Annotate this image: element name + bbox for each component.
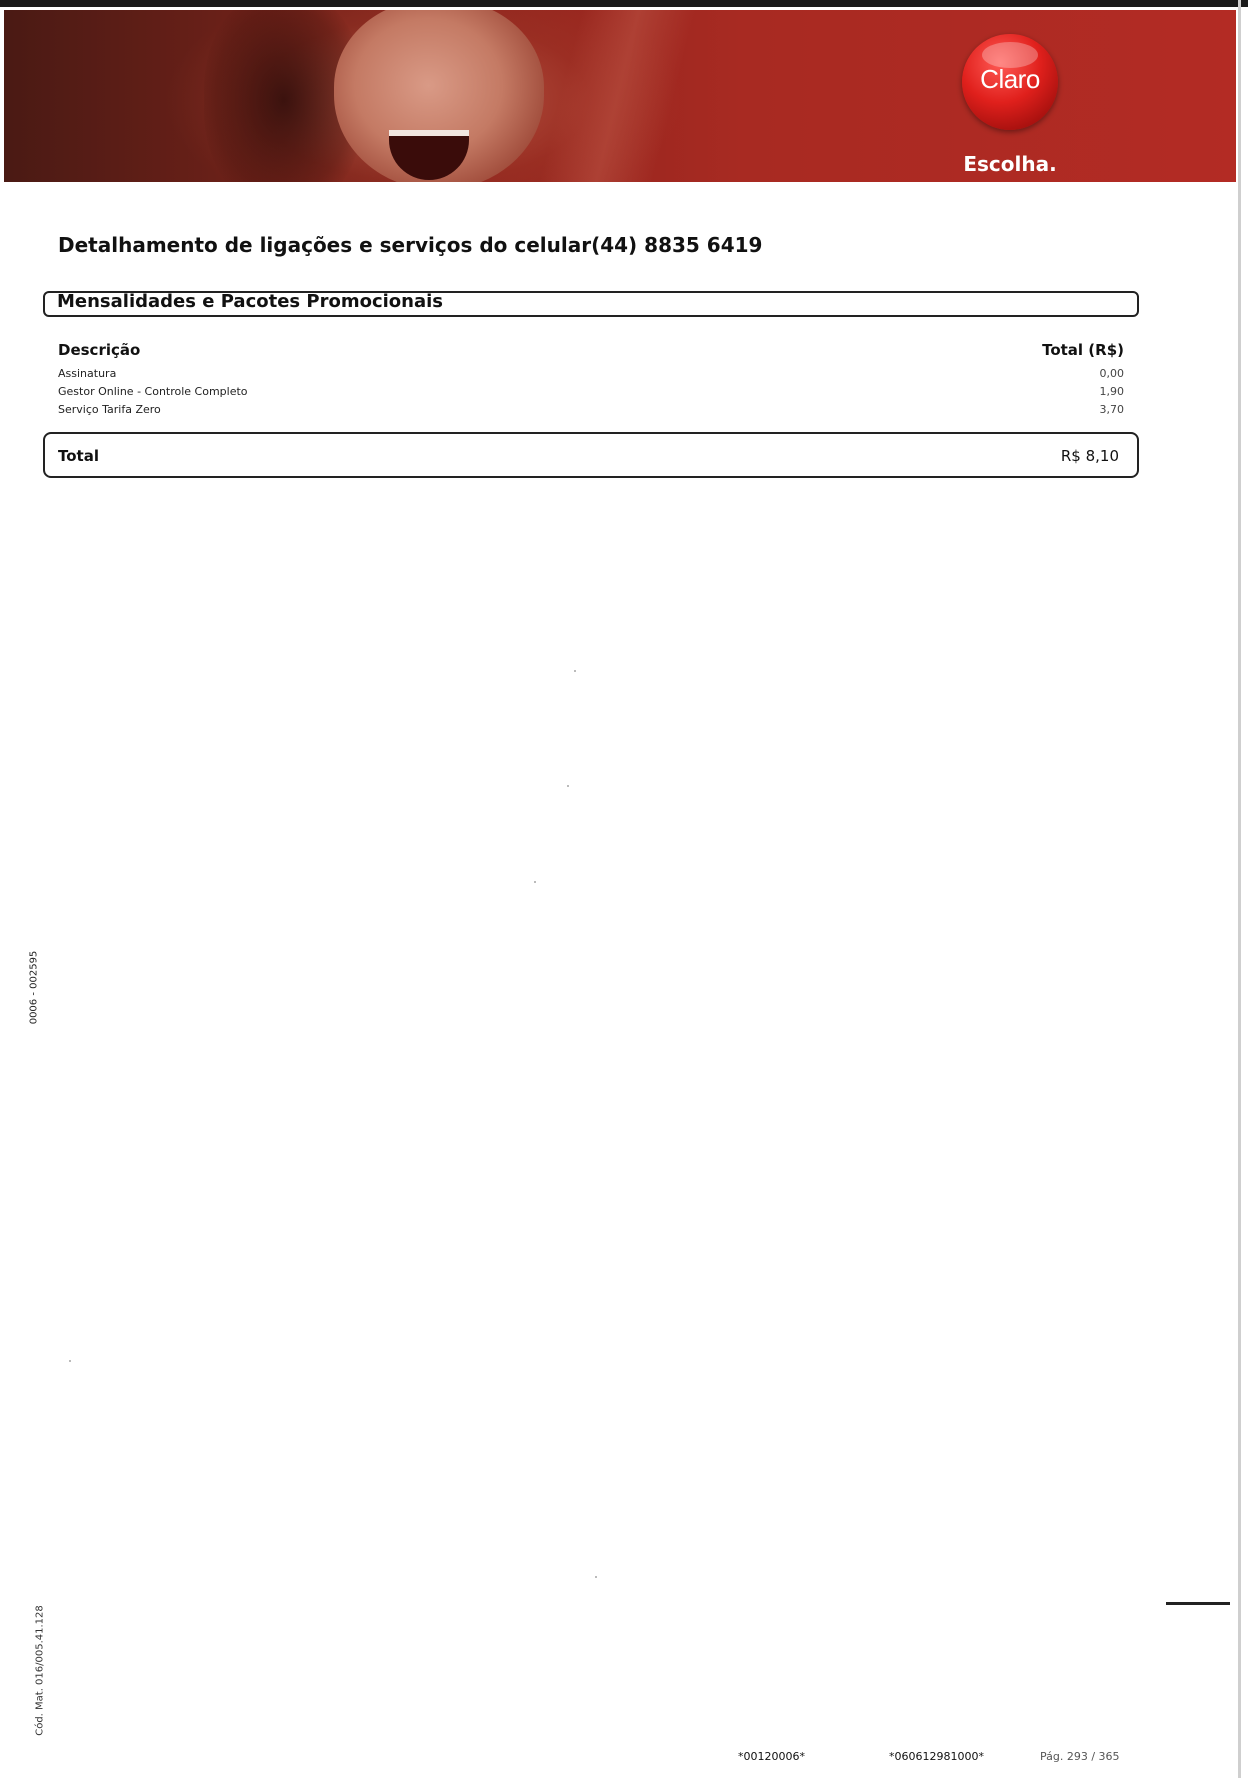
side-control-code: 0006 - 002595 <box>28 950 40 1025</box>
item-description: Gestor Online - Controle Completo <box>58 385 248 398</box>
footer-code-1: *00120006* <box>738 1750 805 1763</box>
top-border-line <box>0 0 1248 7</box>
scan-speck <box>567 785 569 787</box>
section-header-box <box>43 291 1139 317</box>
header-banner <box>4 10 1236 182</box>
list-item <box>58 385 1124 403</box>
list-item <box>58 403 1124 421</box>
total-box <box>43 432 1139 478</box>
item-description: Assinatura <box>58 367 117 380</box>
list-item <box>58 367 1124 385</box>
footer-code-2: *060612981000* <box>889 1750 984 1763</box>
column-header-description: Descrição <box>58 341 141 359</box>
total-value: R$ 8,10 <box>1060 447 1119 465</box>
page-title: Detalhamento de ligações e serviços do celular(44) 8835 6419 <box>58 233 763 257</box>
item-value: 0,00 <box>1099 367 1124 380</box>
item-description: Serviço Tarifa Zero <box>58 403 161 416</box>
item-value: 1,90 <box>1099 385 1124 398</box>
scan-speck <box>69 1360 71 1362</box>
brand-tagline: Escolha. <box>963 152 1057 176</box>
section-title: Mensalidades e Pacotes Promocionais <box>57 291 444 312</box>
margin-mark <box>1166 1602 1230 1605</box>
scan-speck <box>534 881 536 883</box>
claro-logo <box>962 34 1058 130</box>
scan-speck <box>595 1576 597 1578</box>
side-material-code: Cód. Mat. 016/005.41.128 <box>34 1605 46 1736</box>
scan-speck <box>574 670 576 672</box>
page-number: Pág. 293 / 365 <box>1040 1750 1120 1763</box>
column-header-total: Total (R$) <box>1042 341 1124 359</box>
total-label: Total <box>58 447 99 465</box>
page-edge <box>1238 0 1241 1778</box>
brand-name: Claro <box>980 64 1040 94</box>
item-value: 3,70 <box>1099 403 1124 416</box>
